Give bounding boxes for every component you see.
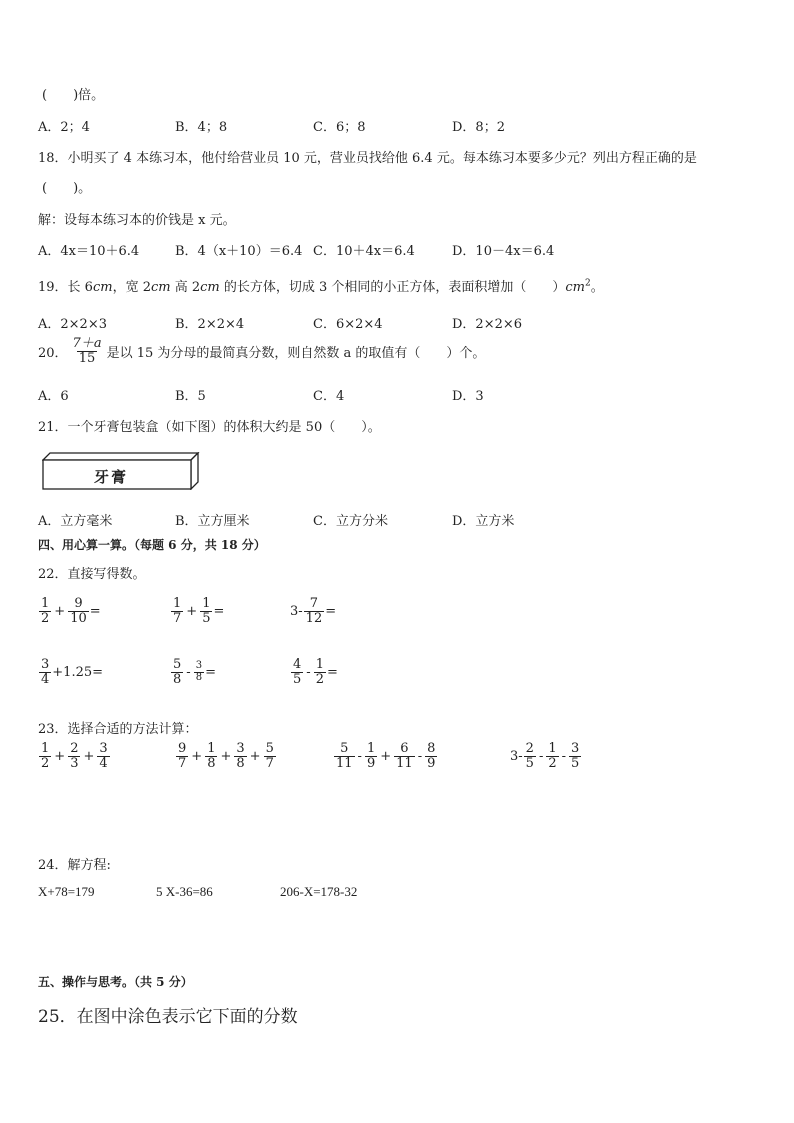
numerator: 1 — [202, 596, 211, 611]
q18-question: 18．小明买了 4 本练习本，他付给营业员 10 元，营业员找给他 6.4 元。每本练习本要多少元？列出方程正确的是 — [38, 151, 697, 166]
denominator: 5 — [525, 755, 534, 771]
q20-fraction-denominator: 15 — [78, 350, 96, 366]
operator: - — [186, 664, 191, 680]
fraction — [365, 742, 377, 770]
q19-option-d: D．2×2×6 — [452, 317, 523, 332]
q20-option-b: B．5 — [175, 389, 206, 404]
equals-sign: = — [213, 603, 225, 619]
denominator: 7 — [265, 755, 274, 771]
toothpaste-box-label: 牙膏 — [94, 468, 129, 486]
fraction — [176, 742, 188, 770]
q20-number: 20． — [38, 345, 68, 361]
numerator: 3 — [41, 657, 50, 672]
numerator: 3 — [195, 660, 203, 672]
q22-expression-4 — [38, 658, 103, 686]
fraction — [304, 597, 325, 625]
q17-option-a: A．2；4 — [38, 120, 90, 135]
q19-option-c: C．6×2×4 — [313, 317, 383, 332]
q24-equation-2: 5 X-36=86 — [156, 884, 213, 899]
numerator: 9 — [74, 596, 83, 611]
numerator: 3 — [571, 741, 580, 756]
q19-unit-height: cm — [200, 280, 220, 295]
q21-option-b: B．立方厘米 — [175, 514, 250, 529]
fraction — [200, 597, 212, 625]
fraction — [171, 597, 183, 625]
q22-expression-2 — [170, 597, 224, 625]
q19-answer-unit: cm — [565, 280, 586, 295]
numerator: 5 — [173, 657, 182, 672]
q21-question: 21．一个牙膏包装盒（如下图）的体积大约是 50（ ）。 — [38, 420, 381, 435]
q20-fraction-numerator: 7＋a — [72, 336, 102, 351]
q17-option-c: C．6；8 — [313, 120, 366, 135]
numerator: 7 — [309, 596, 319, 611]
numerator: 5 — [265, 741, 274, 756]
fraction — [569, 742, 581, 770]
numerator: 1 — [41, 741, 50, 756]
operator: + — [380, 748, 392, 764]
denominator: 4 — [99, 755, 108, 771]
numerator: 1 — [315, 657, 324, 672]
q20-fraction — [71, 337, 104, 365]
q20-option-d: D．3 — [452, 389, 484, 404]
q19-prefix: 19．长 6 — [38, 280, 93, 295]
equals-sign: = — [205, 664, 216, 680]
denominator: 4 — [41, 671, 50, 687]
q23-expression-3 — [333, 742, 438, 770]
q20-option-c: C．4 — [313, 389, 345, 404]
toothpaste-box-figure — [42, 452, 200, 490]
q17-option-b: B．4；8 — [175, 120, 228, 135]
fraction — [524, 742, 536, 770]
q19-mid3: 的长方体，切成 3 个相同的小正方体，表面积增加（ ） — [219, 280, 566, 295]
q18-solution: 解：设每本练习本的价钱是 x 元。 — [38, 213, 236, 228]
fraction — [264, 742, 276, 770]
numerator: 4 — [293, 657, 302, 672]
denominator: 12 — [305, 610, 323, 626]
equals-sign: = — [326, 664, 338, 680]
operator: + — [249, 748, 261, 764]
q21-option-c: C．立方分米 — [313, 514, 388, 529]
lead-term: 3- — [510, 748, 523, 764]
q19-unit-width: cm — [150, 280, 171, 295]
denominator: 7 — [178, 755, 187, 771]
denominator: 2 — [315, 671, 324, 687]
q22-expression-6 — [290, 658, 338, 686]
q19-unit-length: cm — [92, 280, 113, 295]
fraction — [68, 597, 89, 625]
q18-option-b: B．4（x＋10）＝6.4 — [175, 244, 303, 259]
denominator: 8 — [195, 671, 203, 683]
lead-term: 3- — [290, 603, 303, 619]
fraction — [97, 742, 109, 770]
denominator: 8 — [207, 755, 216, 771]
q18-option-d: D．10－4x＝6.4 — [452, 244, 555, 259]
denominator: 11 — [396, 755, 413, 771]
fraction — [314, 658, 326, 686]
q22-title: 22．直接写得数。 — [38, 567, 146, 582]
operator: - — [306, 664, 311, 680]
numerator: 9 — [178, 741, 187, 756]
denominator: 5 — [202, 610, 211, 626]
fraction — [194, 661, 204, 683]
q19-answer-unit-exponent: 2 — [585, 278, 591, 289]
operator: + — [191, 748, 203, 764]
q19-question — [38, 276, 604, 295]
fraction — [171, 658, 183, 686]
fraction — [39, 742, 51, 770]
q19-option-a: A．2×2×3 — [38, 317, 107, 332]
q21-option-a: A．立方毫米 — [38, 514, 113, 529]
remaining-terms: +1.25= — [52, 664, 104, 680]
numerator: 6 — [400, 741, 409, 756]
denominator: 3 — [70, 755, 79, 771]
denominator: 9 — [366, 755, 376, 771]
q20-option-a: A．6 — [38, 389, 69, 404]
numerator: 1 — [366, 741, 376, 756]
fraction — [205, 742, 217, 770]
denominator: 2 — [548, 755, 557, 771]
operator: - — [538, 748, 544, 764]
q23-expression-4 — [510, 742, 582, 770]
fraction — [425, 742, 437, 770]
denominator: 2 — [41, 610, 50, 626]
q19-end: 。 — [590, 280, 604, 295]
fraction — [394, 742, 415, 770]
operator: + — [83, 748, 95, 764]
q24-equation-1: X+78=179 — [38, 884, 95, 899]
denominator: 5 — [571, 755, 580, 771]
fraction — [68, 742, 80, 770]
q18-option-a: A．4x＝10＋6.4 — [38, 244, 140, 259]
operator: + — [54, 603, 66, 619]
numerator: 1 — [41, 596, 50, 611]
operator: + — [220, 748, 232, 764]
fraction — [39, 658, 51, 686]
fraction — [291, 658, 303, 686]
denominator: 7 — [173, 610, 182, 626]
q19-mid2: 高 2 — [170, 280, 201, 295]
numerator: 2 — [525, 741, 534, 756]
q23-expression-2 — [175, 742, 277, 770]
denominator: 9 — [427, 755, 436, 771]
operator: - — [561, 748, 567, 764]
numerator: 3 — [236, 741, 245, 756]
q21-option-d: D．立方米 — [452, 514, 515, 529]
q20-text: 是以 15 为分母的最简真分数，则自然数 a 的取值有（ ）个。 — [106, 345, 486, 361]
denominator: 2 — [41, 755, 50, 771]
denominator: 5 — [293, 671, 302, 687]
q23-expression-1 — [38, 742, 111, 770]
q18-blank: ( )。 — [42, 181, 92, 196]
fraction — [234, 742, 246, 770]
q22-expression-3 — [290, 597, 336, 625]
q17-option-d: D．8；2 — [452, 120, 505, 135]
q18-option-c: C．10＋4x＝6.4 — [313, 244, 415, 259]
denominator: 8 — [236, 755, 245, 771]
q25-title: 25．在图中涂色表示它下面的分数 — [38, 1007, 298, 1027]
numerator: 1 — [173, 596, 182, 611]
q22-expression-5 — [170, 658, 216, 686]
numerator: 8 — [427, 741, 436, 756]
equals-sign: = — [89, 603, 101, 619]
q24-equation-3: 206-X=178-32 — [280, 884, 358, 899]
q17-tail: ( )倍。 — [42, 88, 105, 103]
numerator: 5 — [340, 741, 349, 756]
q19-option-b: B．2×2×4 — [175, 317, 245, 332]
equals-sign: = — [325, 603, 337, 619]
numerator: 2 — [70, 741, 79, 756]
section-5-title: 五、操作与思考。（共 5 分） — [38, 975, 193, 989]
section-4-title: 四、用心算一算。（每题 6 分，共 18 分） — [38, 538, 266, 552]
q20-question — [38, 337, 485, 365]
denominator: 10 — [70, 610, 87, 626]
numerator: 1 — [207, 741, 216, 756]
operator: - — [357, 748, 362, 764]
operator: + — [186, 603, 198, 619]
numerator: 1 — [548, 741, 557, 756]
denominator: 11 — [336, 755, 353, 771]
q24-title: 24．解方程: — [38, 858, 111, 873]
fraction — [334, 742, 355, 770]
fraction — [39, 597, 51, 625]
q23-title: 23．选择合适的方法计算： — [38, 722, 198, 737]
q22-expression-1 — [38, 597, 101, 625]
denominator: 8 — [173, 671, 182, 687]
q19-mid1: ，宽 2 — [112, 280, 151, 295]
operator: - — [417, 748, 423, 764]
numerator: 3 — [99, 741, 108, 756]
fraction — [546, 742, 558, 770]
operator: + — [54, 748, 66, 764]
